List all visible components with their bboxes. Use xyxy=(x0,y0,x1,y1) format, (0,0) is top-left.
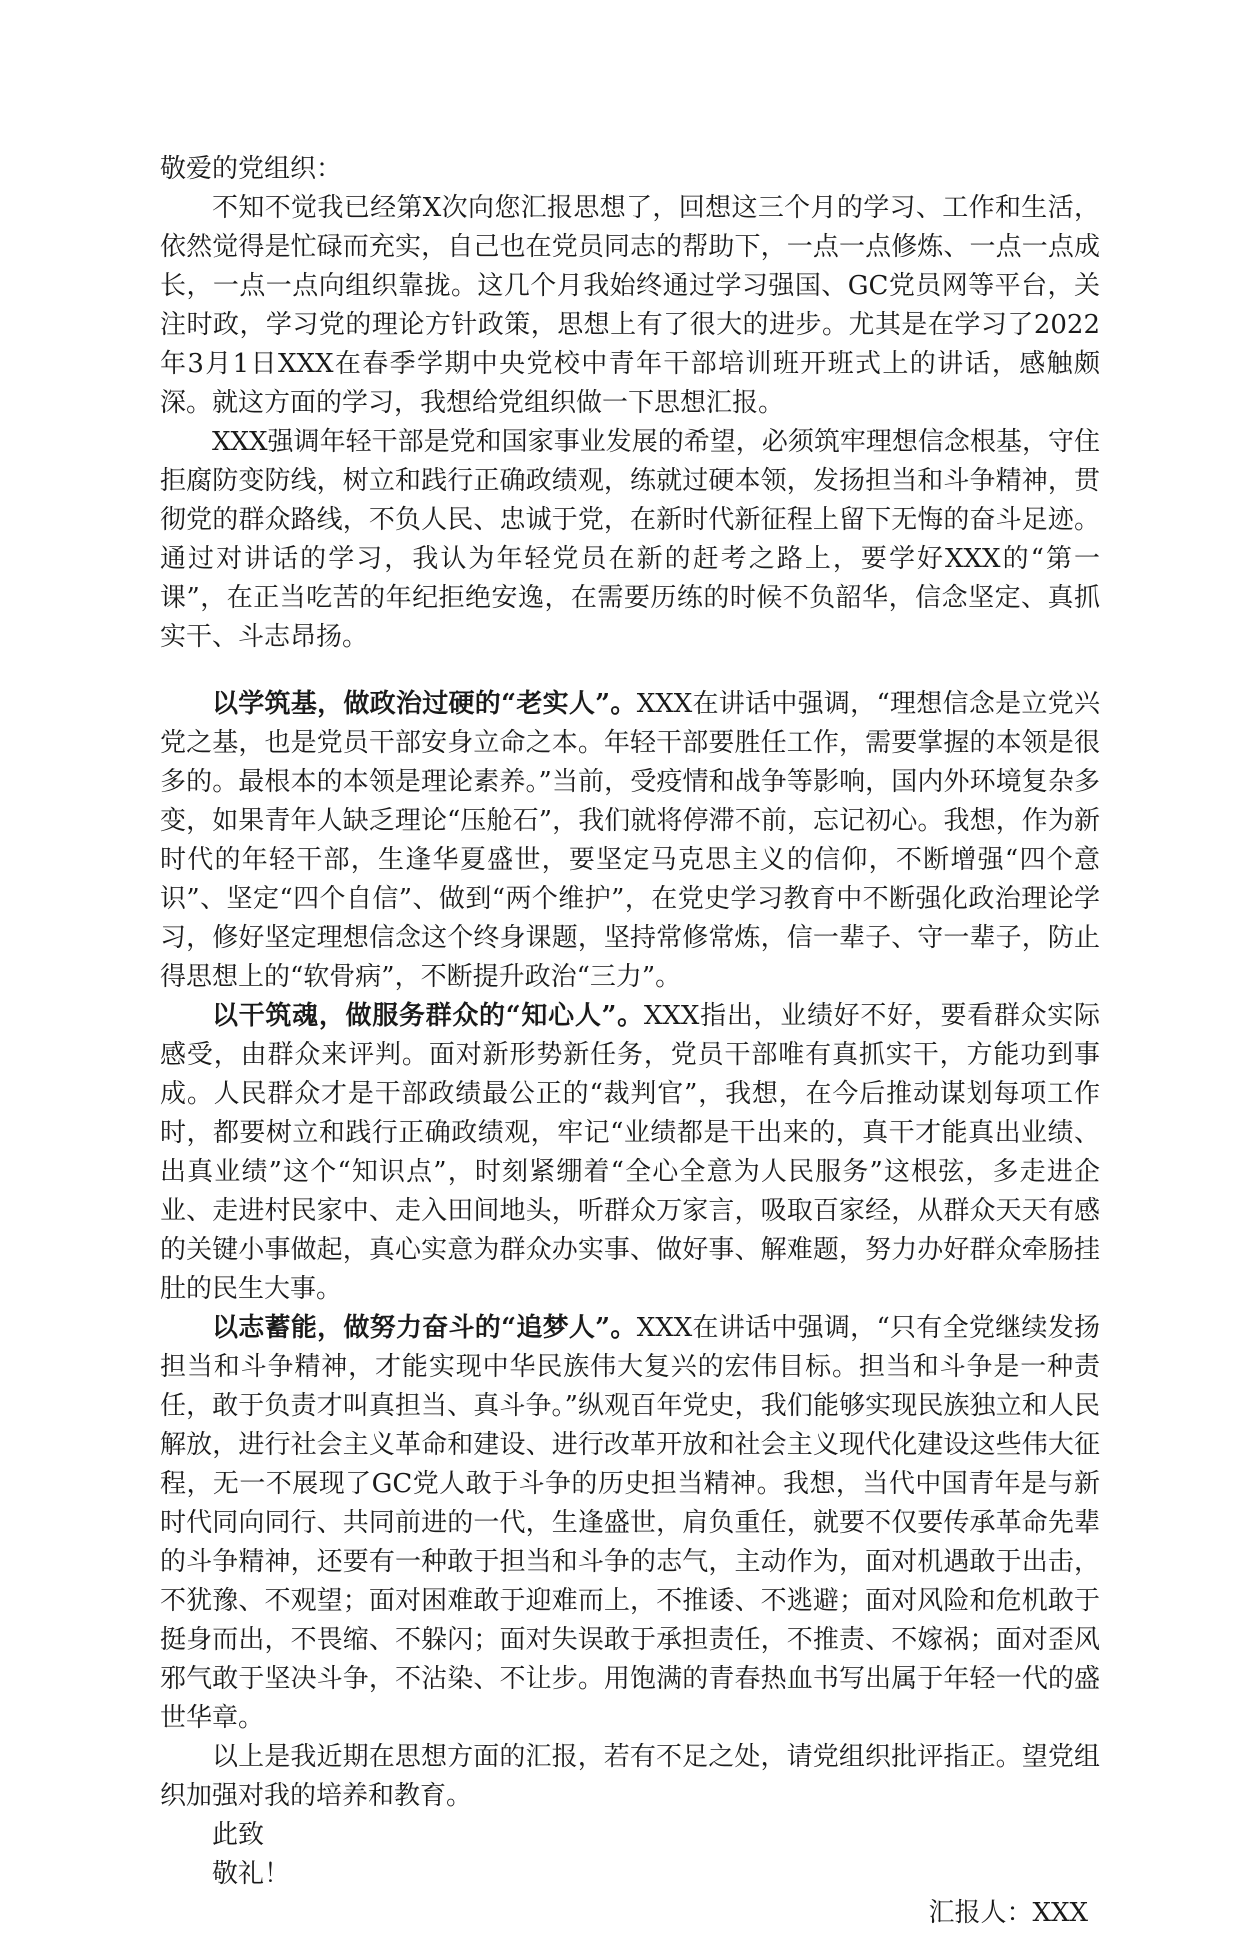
section-paragraph-2 xyxy=(160,997,1100,1309)
conclusion-paragraph: 以上是我近期在思想方面的汇报，若有不足之处，请党组织批评指正。望党组织加强对我的培养和教育。 xyxy=(160,1742,1100,1811)
salutation: 敬爱的党组织： xyxy=(160,154,343,184)
paragraph-gap xyxy=(160,657,1100,685)
section-body-3: XXX在讲话中强调，“只有全党继续发扬担当和斗争精神，才能实现中华民族伟大复兴的宏伟目标。担当和斗争是一种责任，敢于负责才叫真担当、真斗争。”纵观百年党史，我们能够实现民族独立和人民解放，进行社会主义革命和建设、进行改革开放和社会主义现代化建设这些伟大征程，无一不展现了GC党人敢于斗争的历史担当精神。我想，当代中国青年是与新时代同向同行、共同前进的一代，生逢盛世，肩负重任，就要不仅要传承革命先辈的斗争精神，还要有一种敢于担当和斗争的志气，主动作为，面对机遇敢于出击，不犹豫、不观望；面对困难敢于迎难而上，不推诿、不逃避；面对风险和危机敢于挺身而出，不畏缩、不躲闪；面对失误敢于承担责任，不推责、不嫁祸；面对歪风邪气敢于坚决斗争，不沾染、不让步。用饱满的青春热血书写出属于年轻一代的盛世华章。 xyxy=(160,1313,1100,1733)
closing-line-2: 敬礼！ xyxy=(212,1859,291,1889)
section-lead-2: 以干筑魂，做服务群众的“知心人”。 xyxy=(212,1001,644,1031)
section-body-1: XXX在讲话中强调，“理想信念是立党兴党之基，也是党员干部安身立命之本。年轻干部要胜任工作，需要掌握的本领是很多的。最根本的本领是理论素养。”当前，受疫情和战争等影响，国内外环境复杂多变，如果青年人缺乏理论“压舱石”，我们就将停滞不前，忘记初心。我想，作为新时代的年轻干部，生逢华夏盛世，要坚定马克思主义的信仰，不断增强“四个意识”、坚定“四个自信”、做到“两个维护”，在党史学习教育中不断强化政治理论学习，修好坚定理想信念这个终身课题，坚持常修常炼，信一辈子、守一辈子，防止得思想上的“软骨病”，不断提升政治“三力”。 xyxy=(160,689,1100,992)
letter-page xyxy=(160,150,1100,1933)
section-lead-1: 以学筑基，做政治过硬的“老实人”。 xyxy=(212,689,637,719)
section-paragraph-3 xyxy=(160,1309,1100,1738)
signature: 汇报人：XXX xyxy=(928,1898,1088,1928)
section-body-2: XXX指出，业绩好不好，要看群众实际感受，由群众来评判。面对新形势新任务，党员干部唯有真抓实干，方能功到事成。人民群众才是干部政绩最公正的“裁判官”，我想，在今后推动谋划每项工作时，都要树立和践行正确政绩观，牢记“业绩都是干出来的，真干才能真出业绩、出真业绩”这个“知识点”，时刻紧绷着“全心全意为人民服务”这根弦，多走进企业、走进村民家中、走入田间地头，听群众万家言，吸取百家经，从群众天天有感的关键小事做起，真心实意为群众办实事、做好事、解难题，努力办好群众牵肠挂肚的民生大事。 xyxy=(160,1001,1100,1304)
closing-line-1: 此致 xyxy=(212,1820,265,1850)
section-lead-3: 以志蓄能，做努力奋斗的“追梦人”。 xyxy=(212,1313,637,1343)
intro-paragraph-2: XXX强调年轻干部是党和国家事业发展的希望，必须筑牢理想信念根基，守住拒腐防变防线，树立和践行正确政绩观，练就过硬本领，发扬担当和斗争精神，贯彻党的群众路线，不负人民、忠诚于党，在新时代新征程上留下无悔的奋斗足迹。通过对讲话的学习，我认为年轻党员在新的赶考之路上，要学好XXX的“第一课”，在正当吃苦的年纪拒绝安逸，在需要历练的时候不负韶华，信念坚定、真抓实干、斗志昂扬。 xyxy=(160,427,1100,652)
intro-paragraph-1: 不知不觉我已经第X次向您汇报思想了，回想这三个月的学习、工作和生活，依然觉得是忙碌而充实，自己也在党员同志的帮助下，一点一点修炼、一点一点成长，一点一点向组织靠拢。这几个月我始终通过学习强国、GC党员网等平台，关注时政，学习党的理论方针政策，思想上有了很大的进步。尤其是在学习了2022年3月1日XXX在春季学期中央党校中青年干部培训班开班式上的讲话，感触颇深。就这方面的学习，我想给党组织做一下思想汇报。 xyxy=(160,193,1100,418)
section-paragraph-1 xyxy=(160,685,1100,997)
